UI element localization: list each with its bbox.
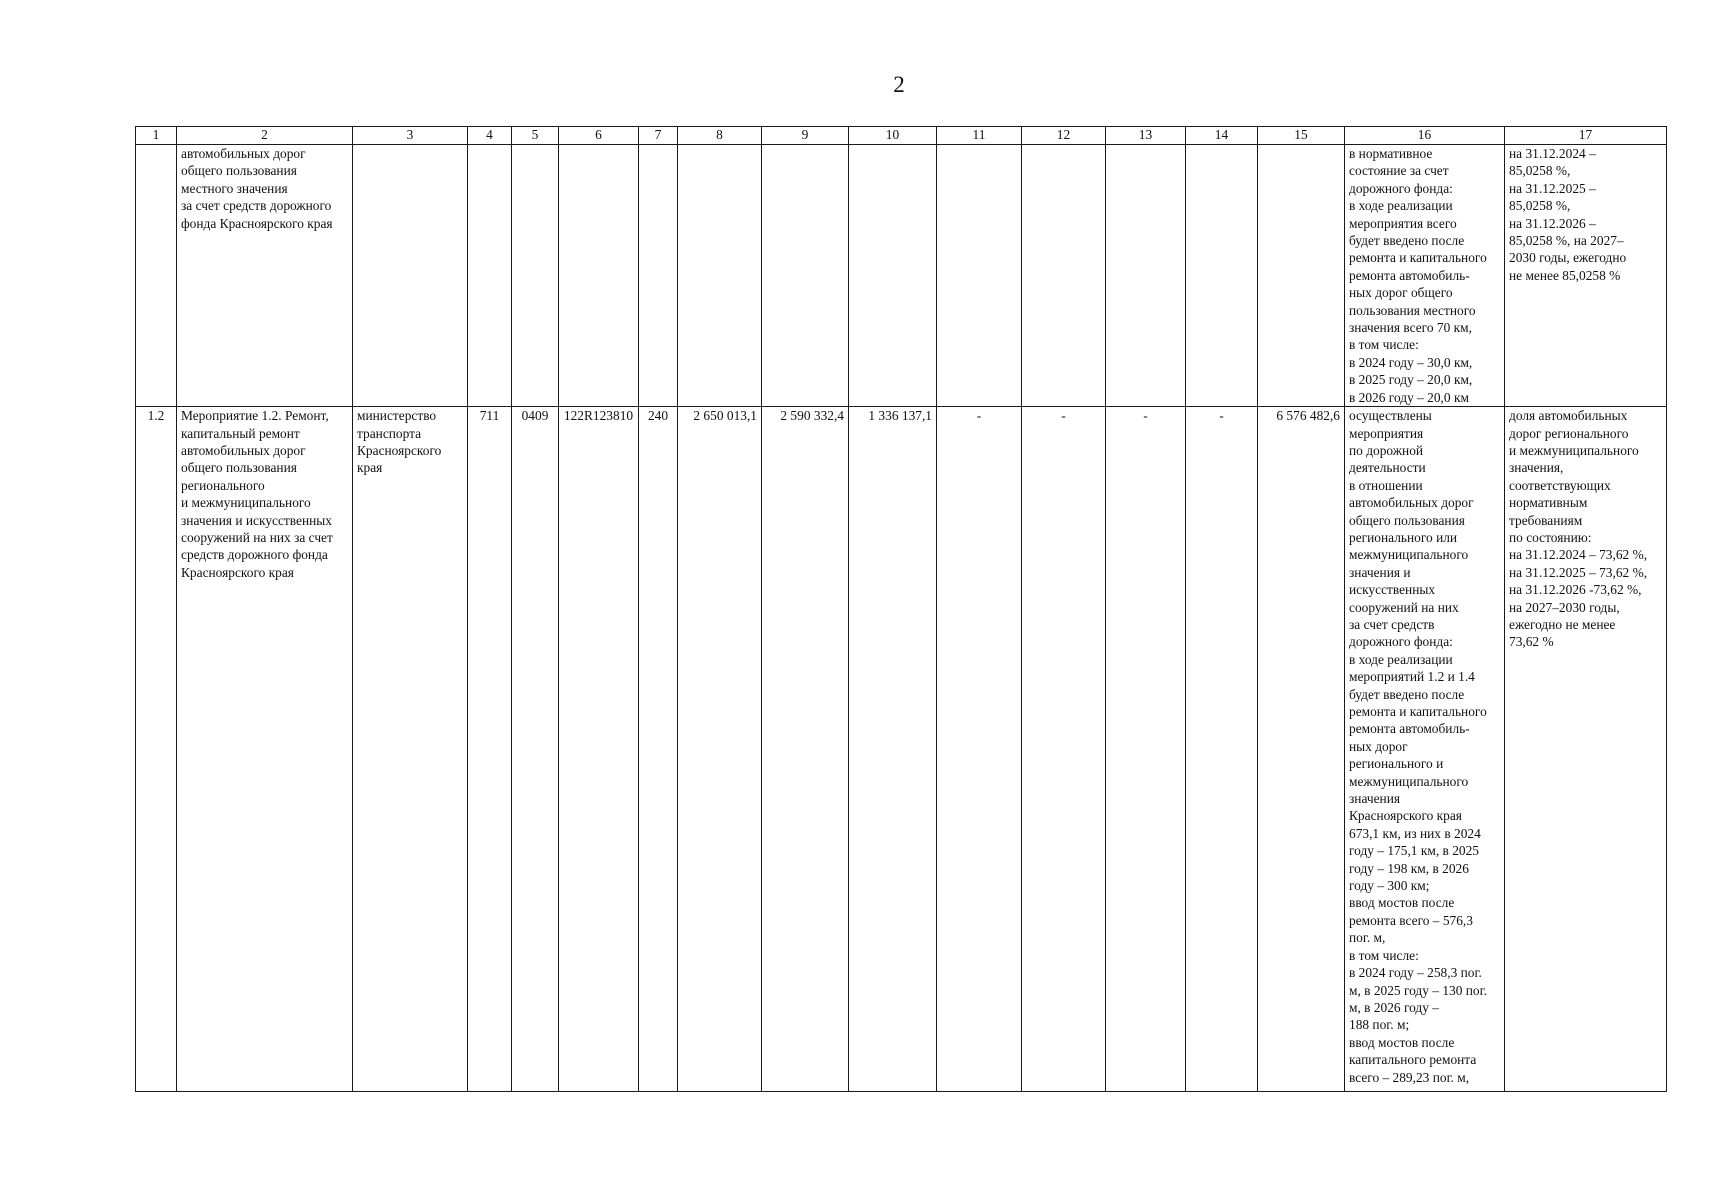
column-number-12: 12 (1022, 127, 1106, 145)
column-number-13: 13 (1106, 127, 1186, 145)
column-number-6: 6 (559, 127, 639, 145)
column-number-2: 2 (177, 127, 353, 145)
column-number-5: 5 (512, 127, 559, 145)
table-row: автомобильных дорог общего пользования местного значения за счет средств дорожного фонда Красноярского края в нормативное состояние за счет дорожного фонда: в ходе реализации мероприятия всего будет введено после ремонта и капитального ремонта автомобиль- ных дорог общего пользования местного значения всего 70 км, в том числе: в 2024 году – 30,0 км, в 2025 году – 20,0 км, в 2026 году – 20,0 км на 31.12.2024 – 85,0258 %, на 31.12.2025 – 85,0258 %, на 31.12.2026 – 85,0258 %, на 2027– 2030 годы, ежегодно не менее 85,0258 % (136, 145, 1667, 407)
column-number-9: 9 (762, 127, 849, 145)
column-number-15: 15 (1258, 127, 1345, 145)
column-number-3: 3 (353, 127, 468, 145)
column-number-10: 10 (849, 127, 937, 145)
column-number-7: 7 (639, 127, 678, 145)
table-row: 1.2 Мероприятие 1.2. Ремонт, капитальный ремонт автомобильных дорог общего пользования регионального и межмуниципального значения и искусственных сооружений на них за счет средств дорожного фонда Красноярского края министерство транспорта Красноярского края 711 0409 122R123810 240 2 650 013,1 2 590 332,4 1 336 137,1 - - - - 6 576 482,6 осуществлены мероприятия по дорожной деятельности в отношении автомобильных дорог общего пользования регионального или межмуниципального значения и искусственных сооружений на них за счет средств дорожного фонда: в ходе реализации мероприятий 1.2 и 1.4 будет введено после ремонта и капитального ремонта автомобиль- ных дорог регионального и межмуниципального значения Красноярского края 673,1 км, из них в 2024 году – 175,1 км, в 2025 году – 198 км, в 2026 году – 300 км; ввод мостов после ремонта всего – 576,3 пог. м, в том числе: в 2024 году – 258,3 пог. м, в 2025 году – 130 пог. м, в 2026 году – 188 пог. м; ввод мостов после капитального ремонта всего – 289,23 пог. м, доля автомобильных дорог регионального и межмуниципального значения, соответствующих нормативным требованиям по состоянию: на 31.12.2024 – 73,62 %, на 31.12.2025 – 73,62 %, на 31.12.2026 -73,62 %, на 2027–2030 годы, ежегодно не менее 73,62 % (136, 407, 1667, 1092)
column-number-11: 11 (937, 127, 1022, 145)
column-number-17: 17 (1505, 127, 1667, 145)
program-table (135, 126, 1667, 1092)
column-number-4: 4 (468, 127, 512, 145)
column-number-row (136, 127, 1667, 145)
column-number-16: 16 (1345, 127, 1505, 145)
page-number: 2 (893, 72, 905, 97)
column-number-8: 8 (678, 127, 762, 145)
column-number-1: 1 (136, 127, 177, 145)
column-number-14: 14 (1186, 127, 1258, 145)
